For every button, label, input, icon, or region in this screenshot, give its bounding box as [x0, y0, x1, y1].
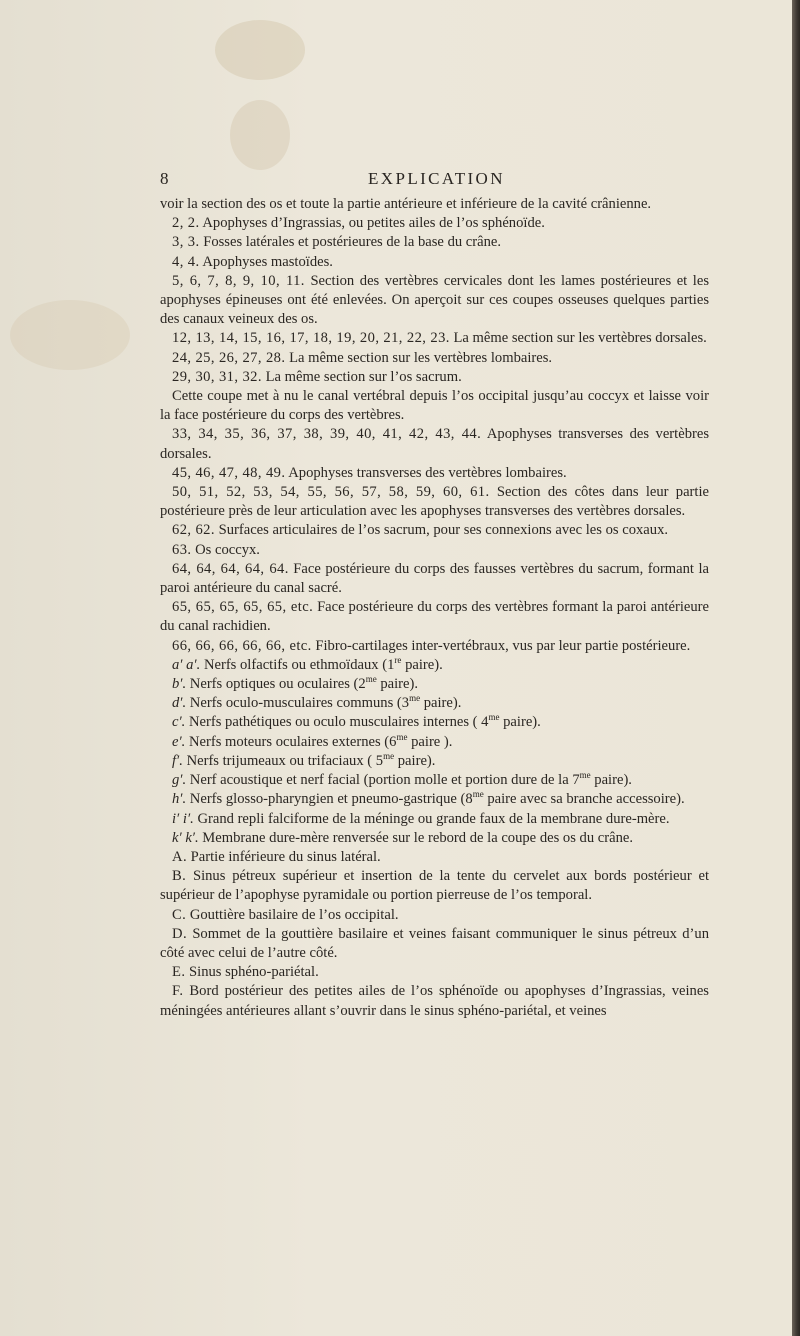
- paper-stain: [10, 300, 130, 370]
- entry-14: 64, 64, 64, 64, 64. Face postérieure du corps des fausses vertèbres du sacrum, formant la paroi antérieure du canal sacré.: [160, 560, 710, 597]
- entry-5: 12, 13, 14, 15, 16, 17, 18, 19, 20, 21, 22, 23. La même section sur les vertèbres dorsales.: [172, 330, 707, 347]
- entry-11: 50, 51, 52, 53, 54, 55, 56, 57, 58, 59, 60, 61. Section des côtes dans leur partie postérieure près de leur articulation avec les apophyses transverses des vertèbres dorsales.: [160, 484, 709, 520]
- entry-21: e′. Nerfs moteurs oculaires externes ($6^{me}$ paire ).: [172, 731, 453, 750]
- entry-12: 62, 62. Surfaces articulaires de l’os sacrum, pour ses connexions avec les os coxaux.: [172, 522, 669, 539]
- running-head: EXPLICATION: [368, 169, 505, 188]
- entry-16: 66, 66, 66, 66, 66, etc. Fibro-cartilages inter-vertébraux, vus par leur partie postérieure.: [172, 637, 691, 654]
- entry-8: Cette coupe met à nu le canal vertébral depuis l’os occipital jusqu’au coccyx et laisse voir la face postérieure du corps des vertèbres.: [160, 388, 709, 424]
- entry-22: f′. Nerfs trijumeaux ou trifaciaux ( $5^{me}$ paire).: [172, 751, 436, 769]
- entry-23: g′. Nerf acoustique et nerf facial (portion molle et portion dure de la $7^{me}$ paire).: [172, 770, 632, 789]
- entry-17: a′ a′. Nerfs olfactifs ou ethmoïdaux (1re paire).: [172, 655, 443, 673]
- entry-9: 33, 34, 35, 36, 37, 38, 39, 40, 41, 42, 43, 44. Apophyses transverses des vertèbres dorsales.: [160, 426, 710, 462]
- explanation-text: [160, 195, 709, 1021]
- entry-24: h′. Nerfs glosso-pharyngien et pneumo-gastrique ($8^{me}$ paire avec sa branche accessoire).: [172, 789, 685, 808]
- entry-3: 4, 4. Apophyses mastoïdes.: [172, 253, 333, 270]
- entry-29: C. Gouttière basilaire de l’os occipital.: [172, 906, 399, 923]
- entry-19: d′. Nerfs oculo-musculaires communs ($3^{me}$ paire).: [172, 693, 462, 712]
- paper-stain: [230, 100, 290, 170]
- entry-30: D. Sommet de la gouttière basilaire et veines faisant communiquer le sinus pétreux d’un côté avec celui de l’autre côté.: [160, 925, 710, 961]
- page-gutter-edge: [792, 0, 800, 1336]
- entry-7: 29, 30, 31, 32. La même section sur l’os sacrum.: [172, 368, 462, 385]
- entry-20: c′. Nerfs pathétiques ou oculo musculaires internes ( $4^{me}$ paire).: [172, 712, 541, 731]
- paper-stain: [215, 20, 305, 80]
- entry-2: 3, 3. Fosses latérales et postérieures de la base du crâne.: [172, 234, 502, 251]
- entry-6: 24, 25, 26, 27, 28. La même section sur les vertèbres lombaires.: [172, 349, 553, 366]
- entry-27: A. Partie inférieure du sinus latéral.: [172, 848, 381, 865]
- entry-1: 2, 2. Apophyses d’Ingrassias, ou petites ailes de l’os sphénoïde.: [172, 215, 545, 232]
- entry-15: 65, 65, 65, 65, 65, etc. Face postérieure du corps des vertèbres formant la paroi antérieure du canal rachidien.: [160, 599, 709, 635]
- entry-18: b′. Nerfs optiques ou oculaires ($2^{me}$ paire).: [172, 674, 419, 693]
- entry-31: E. Sinus sphéno-pariétal.: [172, 964, 319, 981]
- entry-4: 5, 6, 7, 8, 9, 10, 11. Section des vertèbres cervicales dont les lames postérieures et les apophyses épineuses ont été enlevées. On aperçoit sur ces coupes osseuses quelques parties des canaux veineux des os.: [160, 272, 709, 328]
- entry-13: 63. Os coccyx.: [172, 541, 260, 558]
- entry-28: B. Sinus pétreux supérieur et insertion de la tente du cervelet aux bords postérieur et supérieur de l’apophyse pyramidale ou portion pierreuse de l’os temporal.: [160, 868, 709, 904]
- entry-26: k′ k′. Membrane dure-mère renversée sur le rebord de la coupe des os du crâne.: [172, 829, 634, 846]
- entry-10: 45, 46, 47, 48, 49. Apophyses transverses des vertèbres lombaires.: [172, 464, 567, 481]
- entry-32: F. Bord postérieur des petites ailes de l’os sphénoïde ou apophyses d’Ingrassias, veines méningées antérieures allant s’ouvrir dans le sinus sphéno-pariétal, et veines: [160, 983, 709, 1019]
- entry-0: voir la section des os et toute la partie antérieure et inférieure de la cavité crânienne.: [160, 196, 652, 212]
- entry-25: i′ i′. Grand repli falciforme de la méninge ou grande faux de la membrane dure-mère.: [172, 810, 670, 827]
- page-number: 8: [160, 169, 169, 188]
